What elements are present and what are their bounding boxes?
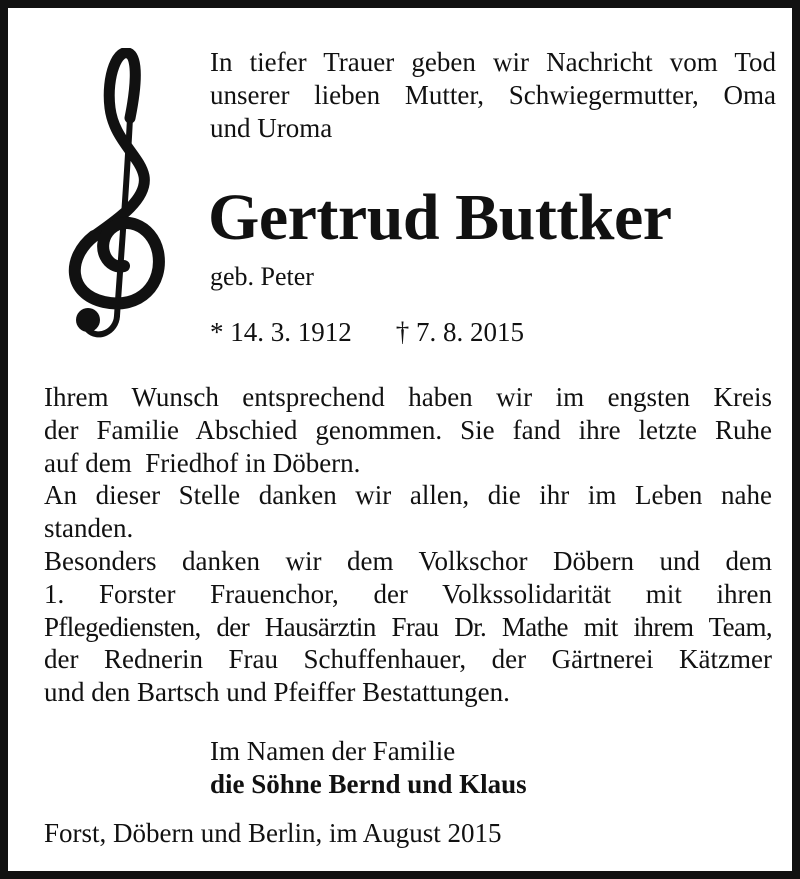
body-line: und den Bartsch und Pfeiffer Bestattungen. bbox=[44, 677, 510, 708]
birth-date: * 14. 3. 1912 bbox=[210, 317, 352, 347]
body-line: standen. bbox=[44, 513, 134, 544]
body-line: An dieser Stelle danken wir allen, die ihr im Leben nahe bbox=[44, 480, 772, 511]
body-line: Ihrem Wunsch entsprechend haben wir im engsten Kreis bbox=[44, 382, 772, 412]
intro-line: und Uroma bbox=[210, 113, 333, 143]
intro-line: In tiefer Trauer geben wir Nachricht vom Tod bbox=[210, 47, 776, 77]
body-line: 1. Forster Frauenchor, der Volkssolidarität mit ihren bbox=[44, 578, 772, 609]
intro-text bbox=[210, 46, 776, 145]
body-line: Besonders danken wir dem Volkschor Döbern und dem bbox=[44, 545, 772, 576]
body-line: der Rednerin Frau Schuffenhauer, der Gärtnerei Kätzmer bbox=[44, 644, 772, 675]
birth-name: geb. Peter bbox=[210, 262, 314, 291]
life-dates bbox=[210, 315, 524, 349]
deceased-name: Gertrud Buttker bbox=[208, 181, 672, 254]
intro-line: unserer lieben Mutter, Schwiegermutter, Oma bbox=[210, 80, 776, 110]
body-line: Pflegediensten, der Hausärztin Frau Dr. Mathe mit ihrem Team, bbox=[44, 611, 772, 642]
signature-block bbox=[210, 735, 527, 801]
body-line: der Familie Abschied genommen. Sie fand ihre letzte Ruhe bbox=[44, 414, 772, 445]
treble-clef-icon bbox=[60, 48, 170, 338]
signature-names: die Söhne Bernd und Klaus bbox=[210, 769, 527, 799]
place-and-date: Forst, Döbern und Berlin, im August 2015 bbox=[44, 818, 502, 848]
body-line: auf dem Friedhof in Döbern. bbox=[44, 447, 361, 478]
body-text bbox=[44, 381, 772, 709]
signature-intro: Im Namen der Familie bbox=[210, 736, 456, 766]
death-date: † 7. 8. 2015 bbox=[395, 317, 524, 347]
